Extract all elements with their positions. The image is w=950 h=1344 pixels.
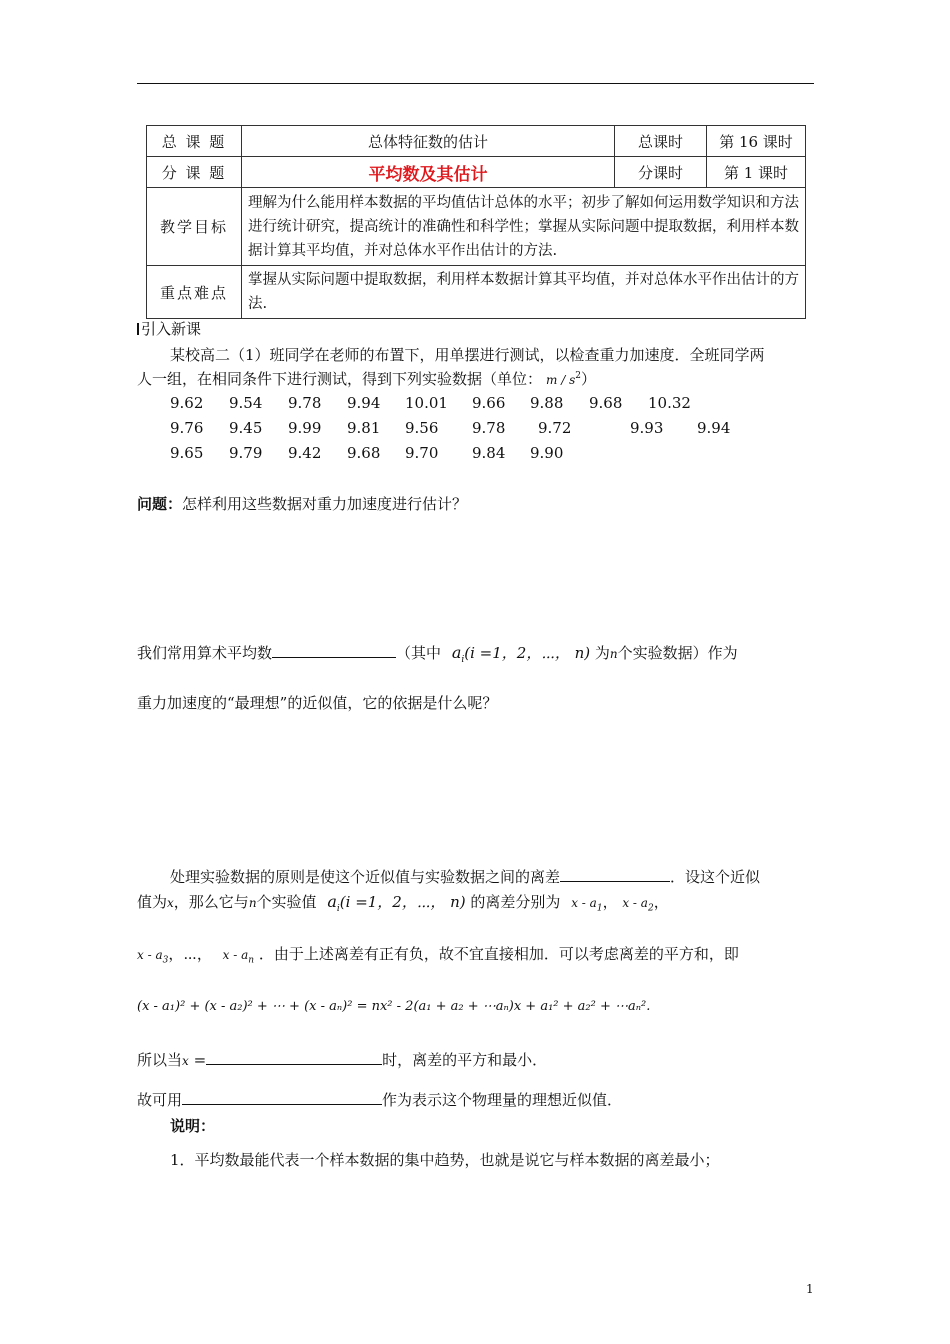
ideal-value-blank[interactable] <box>182 1090 382 1105</box>
question: 问题：怎样利用这些数据对重力加速度进行估计？ <box>137 495 468 513</box>
key-points-text: 掌握从实际问题中提取数据，利用样本数据计算其平均值，并对总体水平作出估计的方法. <box>242 266 806 319</box>
paragraph-4: 故可用 作为表示这个物理量的理想近似值． <box>137 1091 623 1109</box>
sub-hours-label: 分课时 <box>615 157 707 188</box>
header-rule <box>137 83 814 84</box>
mean-blank[interactable] <box>272 643 396 658</box>
key-points-label: 重点难点 <box>147 266 242 319</box>
total-topic-label: 总 课 题 <box>147 126 242 157</box>
unit: m / s <box>546 373 576 387</box>
lesson-info-table <box>146 125 806 319</box>
paragraph-2-line-1: 处理实验数据的原则是使这个近似值与实验数据之间的离差 ．设这个近似 <box>170 868 761 886</box>
sub-topic-value: 平均数及其估计 <box>368 164 488 185</box>
total-hours-label: 总课时 <box>615 126 707 157</box>
paragraph-1-line-1: 我们常用算术平均数 （其中 $a_i(i =1$，2，⋯， n) 为n个实验数据）作为 <box>137 643 738 666</box>
total-hours-value: 第 16 课时 <box>707 126 806 157</box>
note-label: 说明： <box>170 1117 216 1135</box>
intro-line-1: 某校高二（1）班同学在老师的布置下，用单摆进行测试，以检查重力加速度．全班同学两 <box>170 346 765 364</box>
paragraph-2-line-2: 值为x，那么它与n个实验值 $a_i(i =1$，2，⋯， n) 的离差分别为 x - $a_1$， x - $a_2$， <box>137 892 669 915</box>
teaching-goal-label: 教学目标 <box>147 188 242 266</box>
teaching-goal-text: 理解为什么能用样本数据的平均值估计总体的水平；初步了解如何运用数学知识和方法进行统计研究，提高统计的准确性和科学性；掌握从实际问题中提取数据，利用样本数据计算其平均值，并对总体水平作出估计的方法. <box>242 188 806 266</box>
sub-hours-value: 第 1 课时 <box>707 157 806 188</box>
note-1: 1．平均数最能代表一个样本数据的集中趋势，也就是说它与样本数据的离差最小； <box>170 1151 720 1169</box>
page-number: 1 <box>806 1282 814 1296</box>
paragraph-2-line-3: x - $a_3$，⋯， x - $a_n$ ．由于上述离差有正有负，故不宜直接相加．可以考虑离差的平方和，即 <box>137 945 739 966</box>
sub-topic-label: 分 课 题 <box>147 157 242 188</box>
total-topic-value: 总体特征数的估计 <box>242 126 615 157</box>
section-title: 引入新课 <box>137 318 201 339</box>
min-x-blank[interactable] <box>206 1050 382 1065</box>
deviation-blank[interactable] <box>560 867 670 882</box>
deviation-formula: (x - a₁)² + (x - a₂)² + ⋯ + (x - aₙ)² = nx² - 2(a₁ + a₂ + ⋯aₙ)x + a₁² + a₂² + ⋯aₙ². <box>137 999 651 1014</box>
paragraph-3: 所以当x = 时，离差的平方和最小． <box>137 1051 548 1069</box>
intro-line-2: 人一组，在相同条件下进行测试，得到下列实验数据（单位： m / $s^2$） <box>137 370 596 388</box>
paragraph-1-line-2: 重力加速度的“最理想”的近似值，它的依据是什么呢？ <box>137 694 498 712</box>
